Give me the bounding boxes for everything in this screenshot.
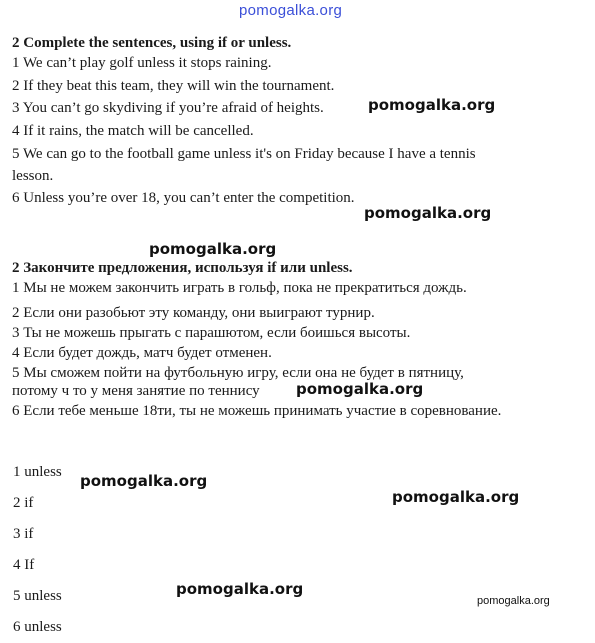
- english-heading: 2 Complete the sentences, using if or unless.: [12, 35, 292, 51]
- english-line-6: 6 Unless you’re over 18, you can’t enter the competition.: [12, 190, 355, 206]
- english-line-5-cont: lesson.: [12, 168, 54, 184]
- answer-1: 1 unless: [13, 464, 62, 480]
- watermark-4: pomogalka.org: [296, 380, 424, 398]
- answer-4: 4 If: [13, 557, 35, 573]
- english-line-3: 3 You can’t go skydiving if you’re afraid of heights.: [12, 100, 324, 116]
- watermark-6: pomogalka.org: [392, 488, 520, 506]
- answer-3: 3 if: [13, 526, 34, 542]
- russian-line-3: 3 Ты не можешь прыгать с парашютом, если боишься высоты.: [12, 325, 411, 341]
- english-line-4: 4 If it rains, the match will be cancelled.: [12, 123, 254, 139]
- answer-5: 5 unless: [13, 588, 62, 604]
- russian-line-6: 6 Если тебе меньше 18ти, ты не можешь принимать участие в соревнование.: [12, 403, 502, 419]
- watermark-1: pomogalka.org: [368, 96, 496, 114]
- russian-line-5-cont: потому ч то у меня занятие по теннису: [12, 383, 260, 399]
- english-line-2: 2 If they beat this team, they will win the tournament.: [12, 78, 335, 94]
- answer-6: 6 unless: [13, 619, 62, 635]
- answer-2: 2 if: [13, 495, 34, 511]
- english-line-5: 5 We can go to the football game unless it's on Friday because I have a tennis: [12, 146, 476, 162]
- watermark-7: pomogalka.org: [176, 580, 304, 598]
- watermark-8: pomogalka.org: [477, 595, 550, 607]
- watermark-5: pomogalka.org: [80, 472, 208, 490]
- english-line-1: 1 We can’t play golf unless it stops raining.: [12, 55, 272, 71]
- russian-line-4: 4 Если будет дождь, матч будет отменен.: [12, 345, 272, 361]
- russian-heading: 2 Закончите предложения, используя if или unless.: [12, 260, 353, 276]
- russian-line-2: 2 Если они разобьют эту команду, они выиграют турнир.: [12, 305, 375, 321]
- russian-line-5: 5 Мы сможем пойти на футбольную игру, если она не будет в пятницу,: [12, 365, 464, 381]
- russian-line-1: 1 Мы не можем закончить играть в гольф, пока не прекратиться дождь.: [12, 280, 467, 296]
- watermark-2: pomogalka.org: [364, 204, 492, 222]
- watermark-3: pomogalka.org: [149, 240, 277, 258]
- watermark-top: pomogalka.org: [239, 2, 343, 19]
